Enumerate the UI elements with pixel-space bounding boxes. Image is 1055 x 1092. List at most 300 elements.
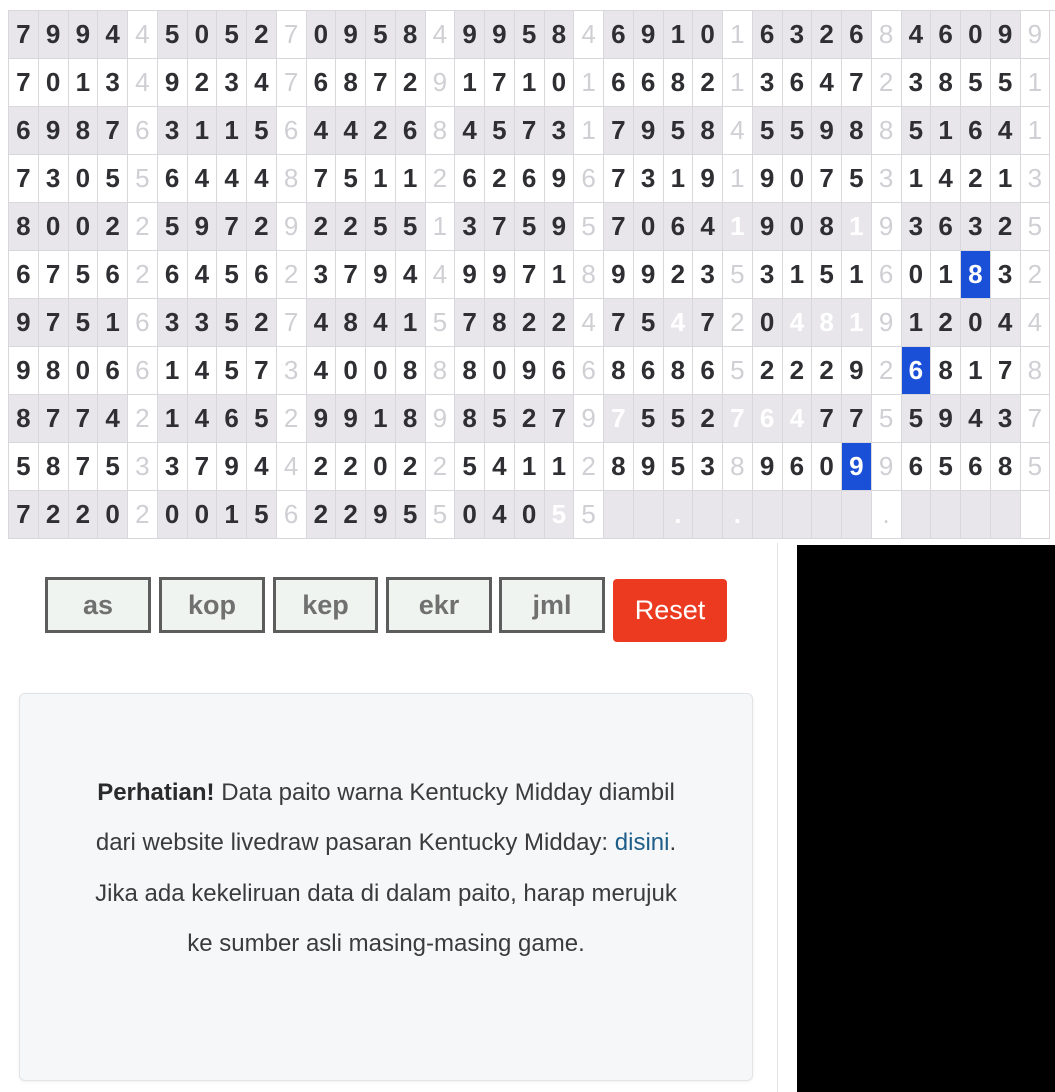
paito-cell: 3 [901, 59, 931, 107]
paito-cell: 6 [128, 107, 158, 155]
paito-cell: 5 [485, 107, 515, 155]
paito-cell: 6 [663, 203, 693, 251]
paito-row [9, 443, 1050, 491]
paito-cell: 8 [693, 107, 723, 155]
paito-cell: 8 [871, 107, 901, 155]
paito-cell: 5 [395, 491, 425, 539]
as-input[interactable] [45, 577, 151, 633]
paito-cell: 6 [455, 155, 485, 203]
paito-cell: 1 [157, 347, 187, 395]
paito-cell: 9 [544, 155, 574, 203]
paito-cell: 9 [425, 395, 455, 443]
paito-cell: 6 [931, 203, 961, 251]
paito-cell: 8 [276, 155, 306, 203]
paito-cell: 0 [693, 11, 723, 59]
paito-cell: 2 [425, 155, 455, 203]
paito-cell: 2 [306, 203, 336, 251]
paito-cell: 1 [961, 347, 991, 395]
paito-row [9, 395, 1050, 443]
paito-cell: 0 [38, 59, 68, 107]
paito-cell: 2 [990, 203, 1020, 251]
paito-cell: 9 [157, 59, 187, 107]
paito-cell: 6 [574, 155, 604, 203]
paito-cell: 0 [633, 203, 663, 251]
paito-cell: 3 [693, 251, 723, 299]
paito-cell: 7 [9, 59, 39, 107]
paito-cell: 3 [455, 203, 485, 251]
paito-cell: 2 [693, 395, 723, 443]
paito-cell: 5 [157, 11, 187, 59]
paito-cell: 8 [812, 299, 842, 347]
paito-cell: 7 [276, 59, 306, 107]
paito-cell: 2 [574, 443, 604, 491]
paito-cell: 5 [514, 11, 544, 59]
paito-cell: 9 [336, 395, 366, 443]
paito-cell: 7 [693, 299, 723, 347]
paito-cell: 3 [217, 59, 247, 107]
paito-cell: 8 [723, 443, 753, 491]
paito-cell: 2 [961, 155, 991, 203]
paito-cell: 1 [544, 251, 574, 299]
paito-cell: 8 [842, 107, 872, 155]
paito-cell: 9 [68, 11, 98, 59]
paito-cell: 0 [336, 347, 366, 395]
paito-cell: 9 [485, 251, 515, 299]
paito-cell: 7 [842, 59, 872, 107]
paito-cell: 9 [871, 299, 901, 347]
paito-cell: 1 [68, 59, 98, 107]
paito-cell: 0 [782, 203, 812, 251]
paito-cell: 9 [633, 11, 663, 59]
paito-cell: 7 [604, 395, 634, 443]
paito-cell: 3 [187, 299, 217, 347]
paito-cell: 0 [485, 347, 515, 395]
paito-cell: 3 [961, 203, 991, 251]
paito-cell: . [723, 491, 753, 539]
kep-input[interactable] [273, 577, 378, 633]
paito-cell [633, 491, 663, 539]
paito-cell: 7 [723, 395, 753, 443]
kop-input[interactable] [159, 577, 265, 633]
paito-cell: 9 [485, 11, 515, 59]
paito-cell: 6 [157, 251, 187, 299]
paito-cell: 4 [128, 59, 158, 107]
paito-cell: 9 [336, 11, 366, 59]
paito-cell: 4 [901, 11, 931, 59]
paito-cell: 9 [633, 107, 663, 155]
paito-cell: 1 [990, 155, 1020, 203]
paito-cell: 5 [752, 107, 782, 155]
paito-cell: 0 [782, 155, 812, 203]
paito-cell: 8 [336, 59, 366, 107]
paito-cell: 8 [395, 347, 425, 395]
paito-cell: 7 [9, 155, 39, 203]
paito-cell: 6 [514, 155, 544, 203]
paito-cell: 6 [931, 11, 961, 59]
paito-cell: 4 [187, 155, 217, 203]
paito-cell: 6 [901, 443, 931, 491]
paito-cell: 7 [604, 299, 634, 347]
paito-cell: 6 [961, 443, 991, 491]
paito-cell: 8 [544, 11, 574, 59]
paito-cell: 6 [395, 107, 425, 155]
paito-cell: 2 [693, 59, 723, 107]
paito-cell: 4 [276, 443, 306, 491]
paito-cell: 4 [663, 299, 693, 347]
paito-cell: 1 [574, 107, 604, 155]
paito-cell: 4 [425, 11, 455, 59]
paito-cell: 7 [514, 107, 544, 155]
paito-cell: 4 [395, 251, 425, 299]
paito-cell: 5 [366, 203, 396, 251]
paito-cell: 2 [514, 395, 544, 443]
paito-cell: 9 [9, 347, 39, 395]
paito-cell: 1 [217, 107, 247, 155]
paito-cell: 2 [871, 347, 901, 395]
paito-cell: 8 [68, 107, 98, 155]
paito-cell: 3 [901, 203, 931, 251]
paito-cell: 2 [931, 299, 961, 347]
notice-box [19, 693, 753, 1081]
paito-cell: 1 [723, 59, 753, 107]
paito-cell: 1 [514, 59, 544, 107]
paito-cell: 3 [871, 155, 901, 203]
paito-cell: 5 [782, 107, 812, 155]
paito-cell: 0 [187, 491, 217, 539]
paito-cell: 5 [336, 155, 366, 203]
paito-cell: 8 [931, 59, 961, 107]
paito-cell: 9 [217, 443, 247, 491]
paito-cell: 9 [366, 251, 396, 299]
paito-cell: 5 [723, 251, 753, 299]
paito-cell: 3 [38, 155, 68, 203]
paito-cell: 4 [812, 59, 842, 107]
paito-cell: 9 [544, 203, 574, 251]
paito-cell: 1 [425, 203, 455, 251]
jml-input[interactable] [499, 577, 605, 633]
paito-cell: 1 [98, 299, 128, 347]
paito-cell: 5 [663, 395, 693, 443]
paito-cell: 6 [961, 107, 991, 155]
paito-cell: 8 [574, 251, 604, 299]
paito-cell: 0 [366, 443, 396, 491]
paito-cell: 6 [98, 347, 128, 395]
paito-cell: 5 [128, 155, 158, 203]
paito-cell: 0 [455, 491, 485, 539]
paito-cell [782, 491, 812, 539]
paito-cell: 6 [544, 347, 574, 395]
paito-cell: 3 [276, 347, 306, 395]
paito-cell: 5 [633, 299, 663, 347]
paito-cell: 2 [128, 251, 158, 299]
paito-cell: 5 [663, 443, 693, 491]
paito-cell: 2 [98, 203, 128, 251]
paito-cell: 3 [157, 443, 187, 491]
paito-cell: 5 [485, 395, 515, 443]
paito-cell: 5 [931, 443, 961, 491]
paito-cell: 8 [604, 347, 634, 395]
paito-cell: 0 [366, 347, 396, 395]
paito-cell: 3 [128, 443, 158, 491]
paito-cell: 9 [574, 395, 604, 443]
paito-cell: 1 [1020, 107, 1050, 155]
paito-cell: 5 [842, 155, 872, 203]
paito-cell: 7 [485, 203, 515, 251]
paito-cell: 2 [128, 203, 158, 251]
paito-cell: . [663, 491, 693, 539]
paito-cell: 5 [901, 107, 931, 155]
paito-cell: 9 [752, 155, 782, 203]
paito-cell: 4 [990, 107, 1020, 155]
paito-cell: 2 [425, 443, 455, 491]
paito-cell: 2 [187, 59, 217, 107]
paito-cell: 8 [871, 11, 901, 59]
paito-cell: 1 [574, 59, 604, 107]
paito-cell: 2 [336, 203, 366, 251]
paito-cell: 8 [425, 347, 455, 395]
paito-cell: 8 [38, 443, 68, 491]
paito-cell: 9 [871, 203, 901, 251]
paito-cell: 4 [723, 107, 753, 155]
paito-cell: 8 [455, 395, 485, 443]
paito-cell: 1 [217, 491, 247, 539]
paito-cell: 8 [663, 347, 693, 395]
paito-cell: 6 [217, 395, 247, 443]
paito-cell: 6 [9, 251, 39, 299]
paito-cell: 1 [663, 11, 693, 59]
paito-cell: 7 [187, 443, 217, 491]
paito-cell: 5 [544, 491, 574, 539]
paito-cell: 7 [455, 299, 485, 347]
paito-cell: 0 [187, 11, 217, 59]
paito-cell: 7 [217, 203, 247, 251]
paito-cell: 6 [604, 11, 634, 59]
paito-cell: 8 [961, 251, 991, 299]
paito-cell: 2 [782, 347, 812, 395]
paito-cell: 9 [990, 11, 1020, 59]
ekr-input[interactable] [386, 577, 492, 633]
paito-cell: 0 [961, 11, 991, 59]
paito-cell: 1 [157, 395, 187, 443]
paito-cell: 5 [574, 491, 604, 539]
paito-cell: 6 [98, 251, 128, 299]
paito-cell: 1 [514, 443, 544, 491]
paito-cell: 4 [247, 59, 277, 107]
paito-cell: 0 [38, 203, 68, 251]
paito-cell: 4 [782, 395, 812, 443]
paito-cell: 2 [395, 443, 425, 491]
paito-cell: 1 [723, 11, 753, 59]
paito-cell: 7 [842, 395, 872, 443]
paito-cell: 6 [128, 299, 158, 347]
paito-cell: 7 [604, 107, 634, 155]
paito-cell: 2 [812, 11, 842, 59]
paito-cell [693, 491, 723, 539]
paito-cell: 6 [574, 347, 604, 395]
paito-cell: 3 [990, 251, 1020, 299]
paito-cell: 6 [276, 107, 306, 155]
paito-cell: 8 [9, 395, 39, 443]
reset-button[interactable]: Reset [613, 579, 727, 642]
paito-cell: 4 [782, 299, 812, 347]
paito-cell: 4 [306, 299, 336, 347]
paito-cell: 3 [157, 107, 187, 155]
paito-cell: 2 [276, 395, 306, 443]
paito-cell: 5 [514, 203, 544, 251]
paito-cell: 1 [366, 155, 396, 203]
paito-cell: 2 [752, 347, 782, 395]
paito-cell: 4 [247, 155, 277, 203]
paito-cell: 9 [842, 347, 872, 395]
paito-cell: 6 [604, 59, 634, 107]
paito-cell: 6 [782, 443, 812, 491]
notice-bold: Perhatian! [97, 779, 215, 806]
notice-text [90, 768, 682, 969]
paito-cell: 0 [812, 443, 842, 491]
paito-cell: 5 [98, 155, 128, 203]
paito-cell: 3 [1020, 155, 1050, 203]
paito-cell: 8 [455, 347, 485, 395]
paito-cell [931, 491, 961, 539]
paito-cell: 5 [247, 107, 277, 155]
paito-cell: 6 [693, 347, 723, 395]
paito-cell: 9 [276, 203, 306, 251]
paito-cell: 2 [871, 59, 901, 107]
paito-cell: 2 [247, 11, 277, 59]
paito-cell: 7 [366, 59, 396, 107]
paito-cell: 5 [395, 203, 425, 251]
paito-cell [1020, 491, 1050, 539]
paito-cell: 1 [931, 107, 961, 155]
paito-cell: 2 [128, 395, 158, 443]
paito-cell: 3 [157, 299, 187, 347]
paito-cell: 4 [485, 491, 515, 539]
paito-cell: 4 [455, 107, 485, 155]
paito-cell: 9 [38, 11, 68, 59]
paito-cell: 4 [306, 347, 336, 395]
paito-cell: 1 [842, 251, 872, 299]
paito-cell: 4 [187, 347, 217, 395]
paito-cell: 1 [931, 251, 961, 299]
paito-cell: 5 [9, 443, 39, 491]
paito-cell: 4 [187, 251, 217, 299]
paito-cell [901, 491, 931, 539]
paito-cell: 7 [276, 299, 306, 347]
paito-cell: 1 [663, 155, 693, 203]
paito-cell: 3 [990, 395, 1020, 443]
paito-cell: 7 [812, 155, 842, 203]
paito-cell: 9 [1020, 11, 1050, 59]
paito-cell: 2 [276, 251, 306, 299]
paito-cell: 4 [306, 107, 336, 155]
paito-cell: 9 [366, 491, 396, 539]
paito-cell: 3 [306, 251, 336, 299]
paito-cell: 6 [752, 11, 782, 59]
paito-cell: 9 [514, 347, 544, 395]
paito-cell: 1 [1020, 59, 1050, 107]
paito-cell: 9 [693, 155, 723, 203]
paito-cell: 7 [990, 347, 1020, 395]
paito-cell: 7 [514, 251, 544, 299]
paito-cell: 8 [9, 203, 39, 251]
paito-cell: 5 [157, 203, 187, 251]
paito-cell: 7 [544, 395, 574, 443]
paito-cell: 6 [633, 347, 663, 395]
paito-cell [604, 491, 634, 539]
paito-cell: 2 [336, 443, 366, 491]
paito-cell: 6 [306, 59, 336, 107]
paito-cell: 7 [336, 251, 366, 299]
paito-cell: 8 [604, 443, 634, 491]
paito-cell: 7 [276, 11, 306, 59]
paito-cell: 8 [812, 203, 842, 251]
paito-cell: 5 [574, 203, 604, 251]
paito-cell: 7 [306, 155, 336, 203]
paito-cell: 3 [693, 443, 723, 491]
paito-cell: 7 [38, 395, 68, 443]
paito-cell: 7 [9, 11, 39, 59]
paito-cell: 4 [574, 11, 604, 59]
paito-cell: 2 [306, 491, 336, 539]
paito-cell: 4 [693, 203, 723, 251]
paito-cell: 2 [485, 155, 515, 203]
paito-cell: 5 [68, 251, 98, 299]
paito-cell: 9 [38, 107, 68, 155]
paito-cell: 7 [604, 155, 634, 203]
paito-cell [752, 491, 782, 539]
paito-cell: 0 [98, 491, 128, 539]
paito-cell: 5 [98, 443, 128, 491]
paito-cell: 8 [931, 347, 961, 395]
paito-cell: 6 [9, 107, 39, 155]
paito-cell: 9 [455, 251, 485, 299]
paito-cell: 1 [782, 251, 812, 299]
paito-cell: 2 [336, 491, 366, 539]
paito-cell: 7 [485, 59, 515, 107]
paito-cell: 6 [842, 11, 872, 59]
side-black-panel [797, 545, 1055, 1092]
paito-cell: 5 [961, 59, 991, 107]
paito-cell: 0 [306, 11, 336, 59]
paito-cell: 8 [38, 347, 68, 395]
paito-row [9, 107, 1050, 155]
source-link[interactable]: disini [614, 829, 670, 857]
paito-row [9, 59, 1050, 107]
paito-cell: 9 [931, 395, 961, 443]
paito-cell: 0 [157, 491, 187, 539]
paito-cell [812, 491, 842, 539]
paito-cell: 5 [633, 395, 663, 443]
paito-cell: 2 [128, 491, 158, 539]
paito-cell: 0 [514, 491, 544, 539]
paito-cell: 2 [663, 251, 693, 299]
paito-cell: 1 [544, 443, 574, 491]
paito-cell: 2 [306, 443, 336, 491]
paito-cell: 5 [723, 347, 753, 395]
paito-cell: 8 [990, 443, 1020, 491]
paito-cell: 7 [247, 347, 277, 395]
paito-cell: 8 [425, 107, 455, 155]
paito-cell: 5 [217, 347, 247, 395]
paito-cell: 1 [395, 299, 425, 347]
paito-cell: 1 [723, 203, 753, 251]
paito-cell: 7 [68, 395, 98, 443]
paito-cell: 9 [842, 443, 872, 491]
paito-cell: 6 [247, 251, 277, 299]
paito-cell [842, 491, 872, 539]
paito-cell: 4 [98, 395, 128, 443]
paito-cell: 2 [247, 203, 277, 251]
